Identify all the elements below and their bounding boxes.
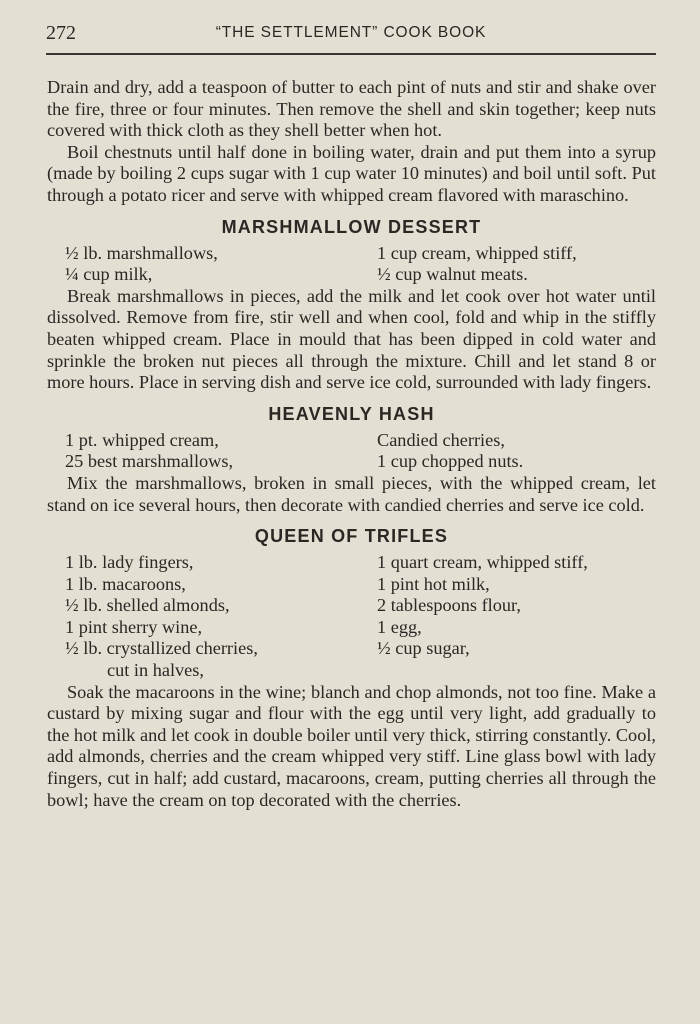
ingredient-item: 2 tablespoons flour, bbox=[377, 595, 521, 616]
header-rule bbox=[46, 53, 656, 55]
recipe-method: Soak the macaroons in the wine; blanch and chop almonds, not too fine. Make a custard by mixing sugar and flour with the egg until very light, add gradually to the hot milk and let cook in double boiler until very thick, stirring constantly. Cool, add almonds, cherries and the cream whipped very stiff. Line glass bowl with lady fingers, cut in half; add custard, macaroons, cream, putting cherries all through the bowl; have the cream on top decorated with the cherries. bbox=[47, 681, 656, 810]
ingredient-item: 1 lb. macaroons, bbox=[65, 573, 186, 594]
recipe-title: QUEEN OF TRIFLES bbox=[254, 526, 449, 547]
ingredient-item: ¼ cup milk, bbox=[65, 264, 153, 285]
ingredient-list bbox=[65, 430, 656, 473]
page-number: 272 bbox=[46, 22, 76, 44]
ingredient-column-right bbox=[377, 552, 656, 682]
recipe-queen-of-trifles bbox=[47, 525, 656, 811]
recipe-method: Break marshmallows in pieces, add the milk and let cook over hot water until dissolved. Remove from fire, stir well and when cool, fold and whip in the stiffly beaten whipped cream. Place in mould that has been dipped in cold water and sprinkle the broken nut pieces all through the mixture. Chill and let stand 8 or more hours. Place in serving dish and serve ice cold, surrounded with lady fingers. bbox=[47, 285, 656, 393]
ingredient-item: Candied cherries, bbox=[377, 429, 505, 450]
recipe-marshmallow-dessert bbox=[47, 216, 656, 394]
ingredient-item: ½ lb. marshmallows, bbox=[65, 242, 218, 263]
recipe-method: Mix the marshmallows, broken in small pieces, with the whipped cream, let stand on ice several hours, then decorate with candied cherries and serve ice cold. bbox=[47, 472, 656, 515]
ingredient-item: 1 quart cream, whipped stiff, bbox=[377, 552, 588, 573]
ingredient-column-left bbox=[65, 243, 377, 286]
ingredient-item: 1 cup chopped nuts. bbox=[377, 451, 524, 472]
intro-paragraph: Drain and dry, add a teaspoon of butter to each pint of nuts and stir and shake over the fire, three or four minutes. Then remove the shell and skin together; keep nuts covered with thick cloth as they shell better when hot. bbox=[47, 77, 656, 141]
page-body bbox=[47, 77, 656, 811]
recipe-heavenly-hash bbox=[47, 403, 656, 516]
ingredient-item: ½ lb. shelled almonds, bbox=[65, 595, 230, 616]
ingredient-item-continuation: cut in halves, bbox=[107, 660, 204, 681]
ingredient-item: 1 lb. lady fingers, bbox=[65, 552, 194, 573]
ingredient-item: ½ lb. crystallized cherries, bbox=[65, 638, 258, 659]
ingredient-item: ½ cup sugar, bbox=[377, 638, 470, 659]
recipe-title: HEAVENLY HASH bbox=[268, 403, 435, 424]
ingredient-item: 25 best marshmallows, bbox=[65, 451, 234, 472]
ingredient-item: 1 pint sherry wine, bbox=[65, 616, 203, 637]
ingredient-item: 1 cup cream, whipped stiff, bbox=[377, 242, 577, 263]
ingredient-item: 1 pt. whipped cream, bbox=[65, 429, 219, 450]
ingredient-list bbox=[65, 552, 656, 682]
ingredient-item: ½ cup walnut meats. bbox=[377, 264, 528, 285]
chestnut-paragraph: Boil chestnuts until half done in boiling water, drain and put them into a syrup (made by boiling 2 cups sugar with 1 cup water 10 minutes) and boil until soft. Put through a potato ricer and serve with whipped cream flavored with maraschino. bbox=[47, 141, 656, 205]
ingredient-list bbox=[65, 243, 656, 286]
ingredient-column-right bbox=[377, 430, 656, 473]
ingredient-column-left bbox=[65, 430, 377, 473]
ingredient-item: 1 pint hot milk, bbox=[377, 573, 490, 594]
recipe-title: MARSHMALLOW DESSERT bbox=[221, 216, 482, 237]
ingredient-column-right bbox=[377, 243, 656, 286]
page-header bbox=[46, 22, 656, 52]
ingredient-item: 1 egg, bbox=[377, 616, 422, 637]
running-title: “THE SETTLEMENT” COOK BOOK bbox=[215, 24, 487, 41]
ingredient-column-left bbox=[65, 552, 377, 682]
